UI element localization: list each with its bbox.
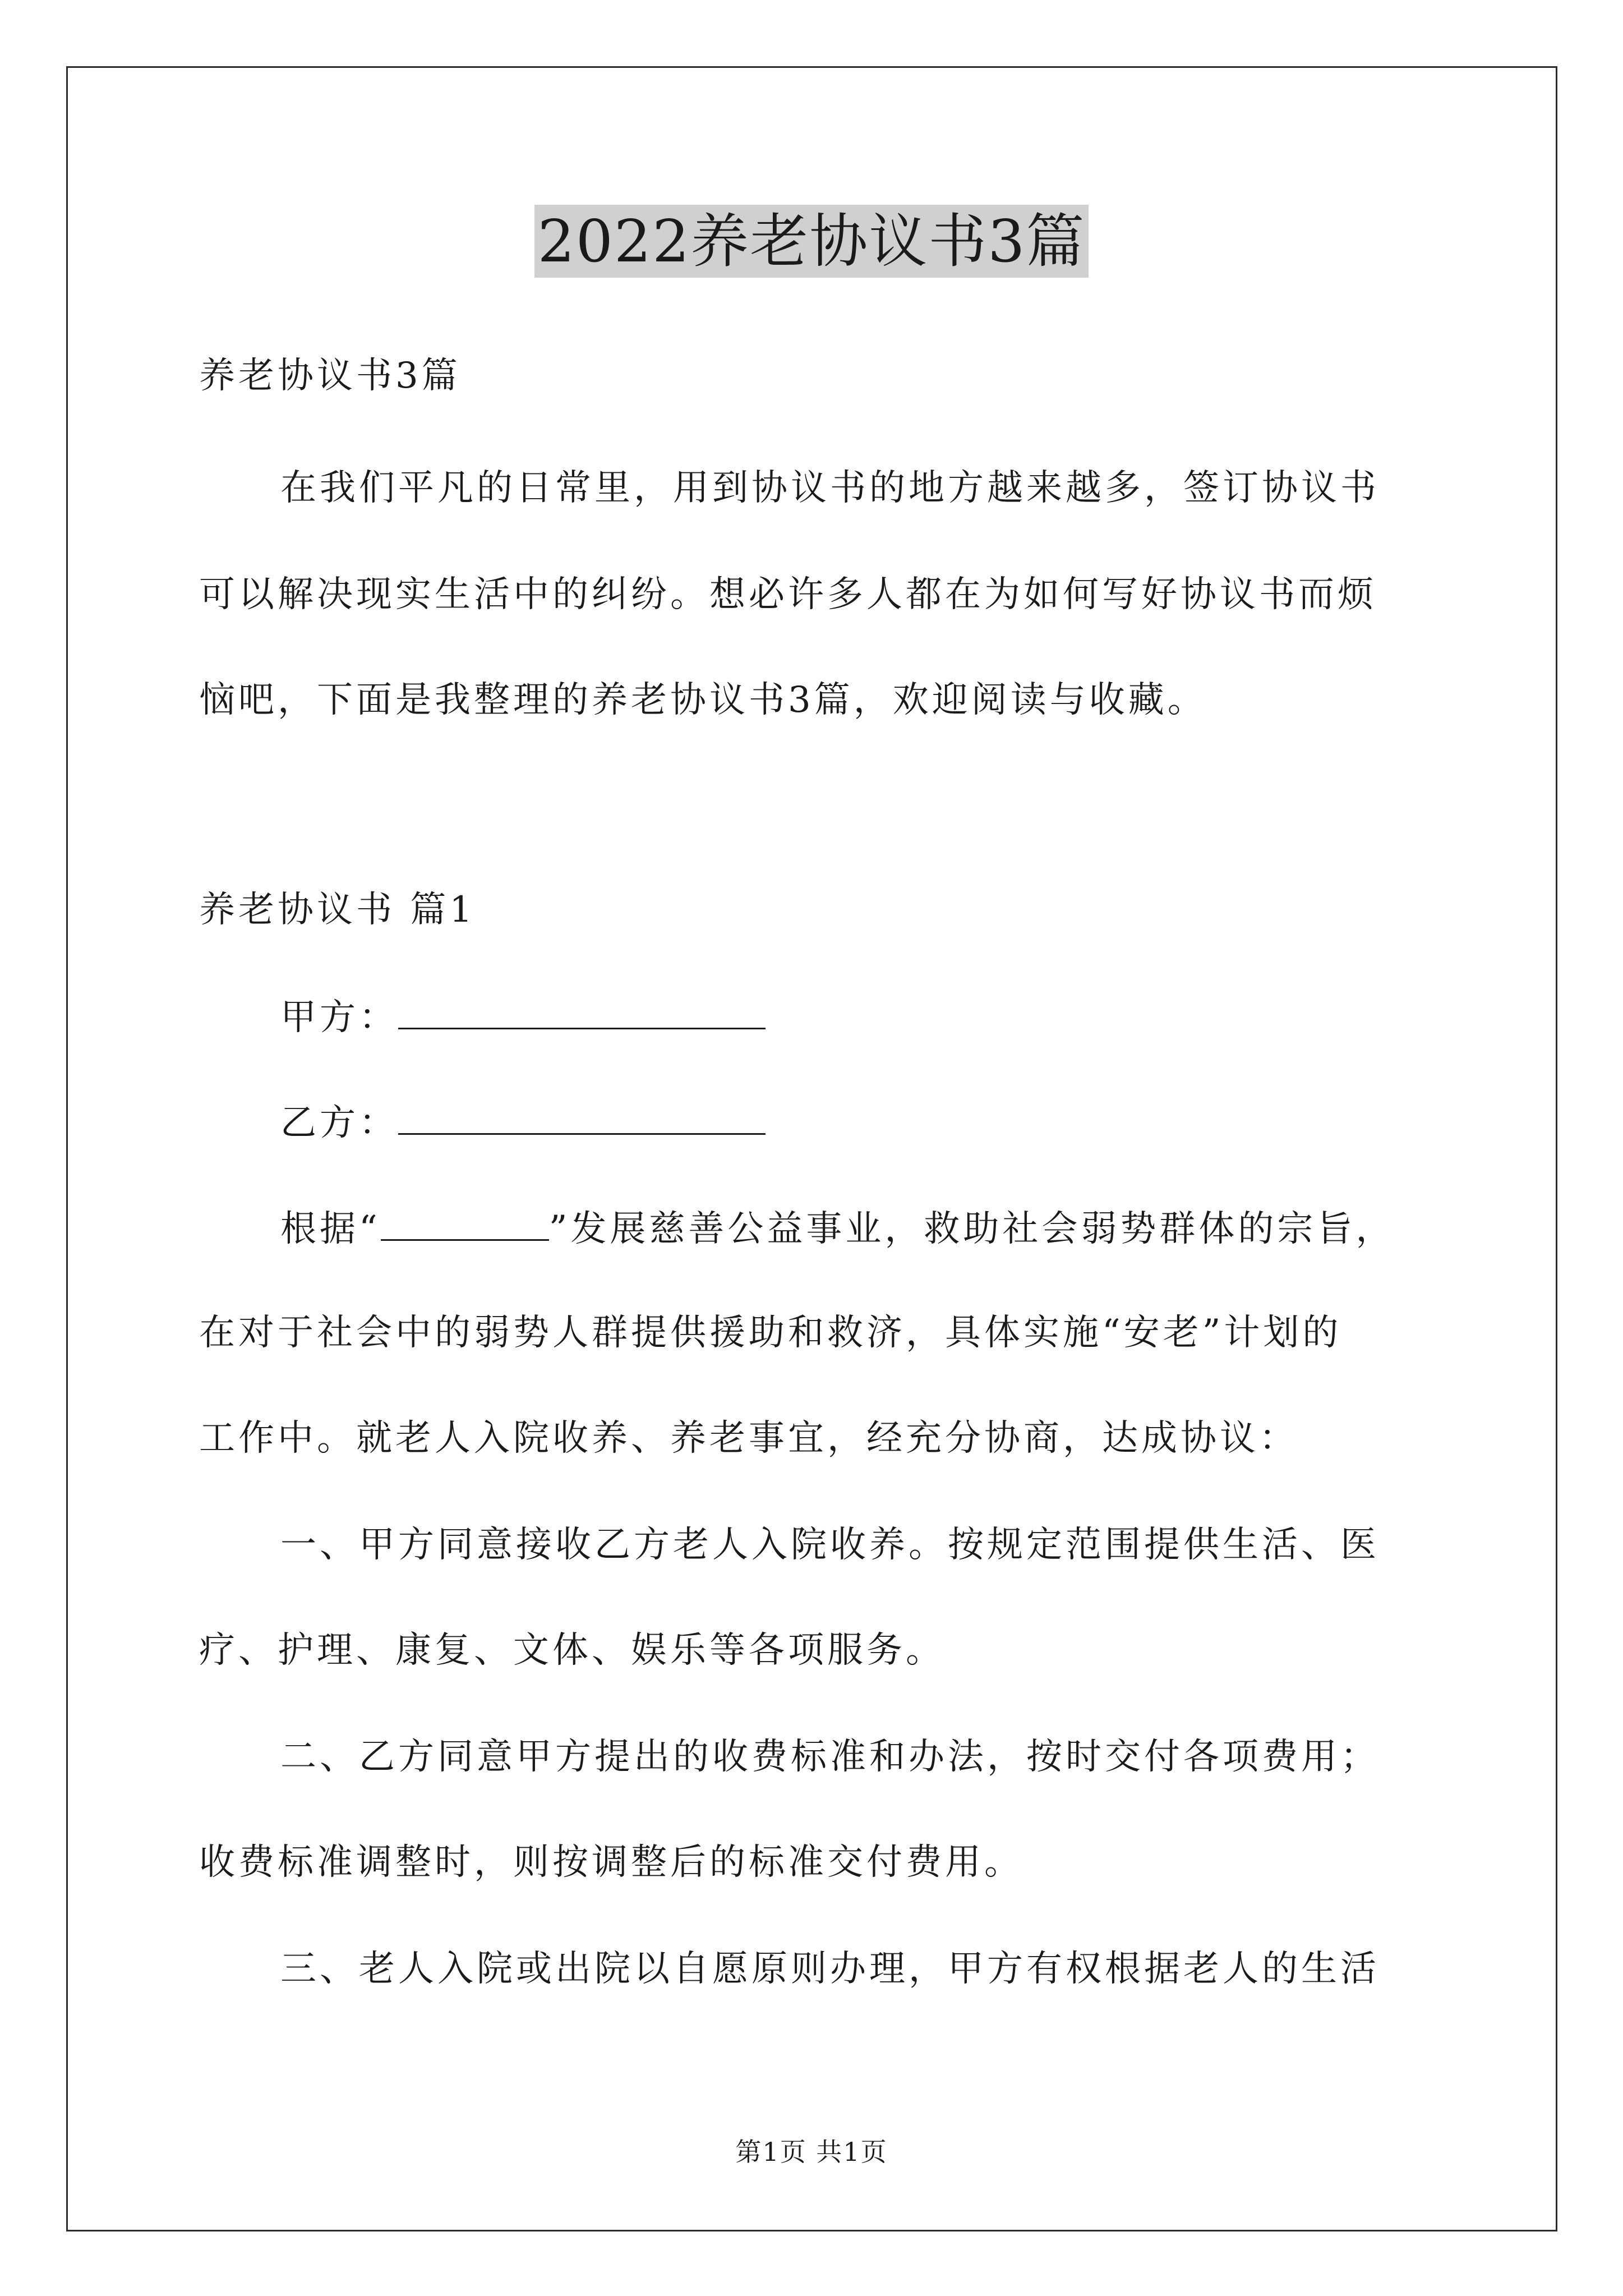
intro-line-2: 可以解决现实生活中的纠纷。想必许多人都在为如何写好协议书而烦 bbox=[199, 574, 1377, 615]
basis-suffix: ”发展慈善公益事业，救助社会弱势群体的宗旨， bbox=[548, 1208, 1395, 1250]
body-line-3: 一、甲方同意接收乙方老人入院收养。按规定范围提供生活、医 bbox=[280, 1524, 1380, 1566]
basis-line bbox=[280, 1204, 1427, 1251]
organization-blank bbox=[381, 1204, 549, 1241]
document-title: 2022养老协议书3篇 bbox=[534, 205, 1089, 278]
party-b-blank bbox=[398, 1098, 766, 1135]
page-footer: 第1页 共1页 bbox=[735, 2137, 888, 2167]
party-a-row bbox=[280, 993, 1427, 1040]
party-a-blank bbox=[398, 993, 766, 1029]
party-a-label: 甲方： bbox=[280, 997, 398, 1038]
body-line-6: 收费标准调整时，则按调整后的标准交付费用。 bbox=[199, 1842, 1023, 1883]
intro-line-1: 在我们平凡的日常里，用到协议书的地方越来越多，签订协议书 bbox=[280, 467, 1380, 509]
basis-prefix: 根据“ bbox=[280, 1208, 381, 1250]
title-container bbox=[0, 205, 1623, 278]
body-line-5: 二、乙方同意甲方提出的收费标准和办法，按时交付各项费用； bbox=[280, 1736, 1380, 1778]
body-line-1: 在对于社会中的弱势人群提供援助和救济，具体实施“安老”计划的 bbox=[199, 1312, 1342, 1354]
party-b-row bbox=[280, 1098, 1427, 1145]
body-line-4: 疗、护理、康复、文体、娱乐等各项服务。 bbox=[199, 1630, 945, 1671]
party-b-label: 乙方： bbox=[280, 1102, 398, 1144]
body-line-7: 三、老人入院或出院以自愿原则办理，甲方有权根据老人的生活 bbox=[280, 1948, 1380, 1990]
document-subtitle: 养老协议书3篇 bbox=[199, 355, 461, 397]
section-heading: 养老协议书 篇1 bbox=[199, 889, 476, 931]
intro-line-3: 恼吧，下面是我整理的养老协议书3篇，欢迎阅读与收藏。 bbox=[199, 679, 1207, 721]
body-line-2: 工作中。就老人入院收养、养老事宜，经充分协商，达成协议： bbox=[199, 1418, 1298, 1459]
